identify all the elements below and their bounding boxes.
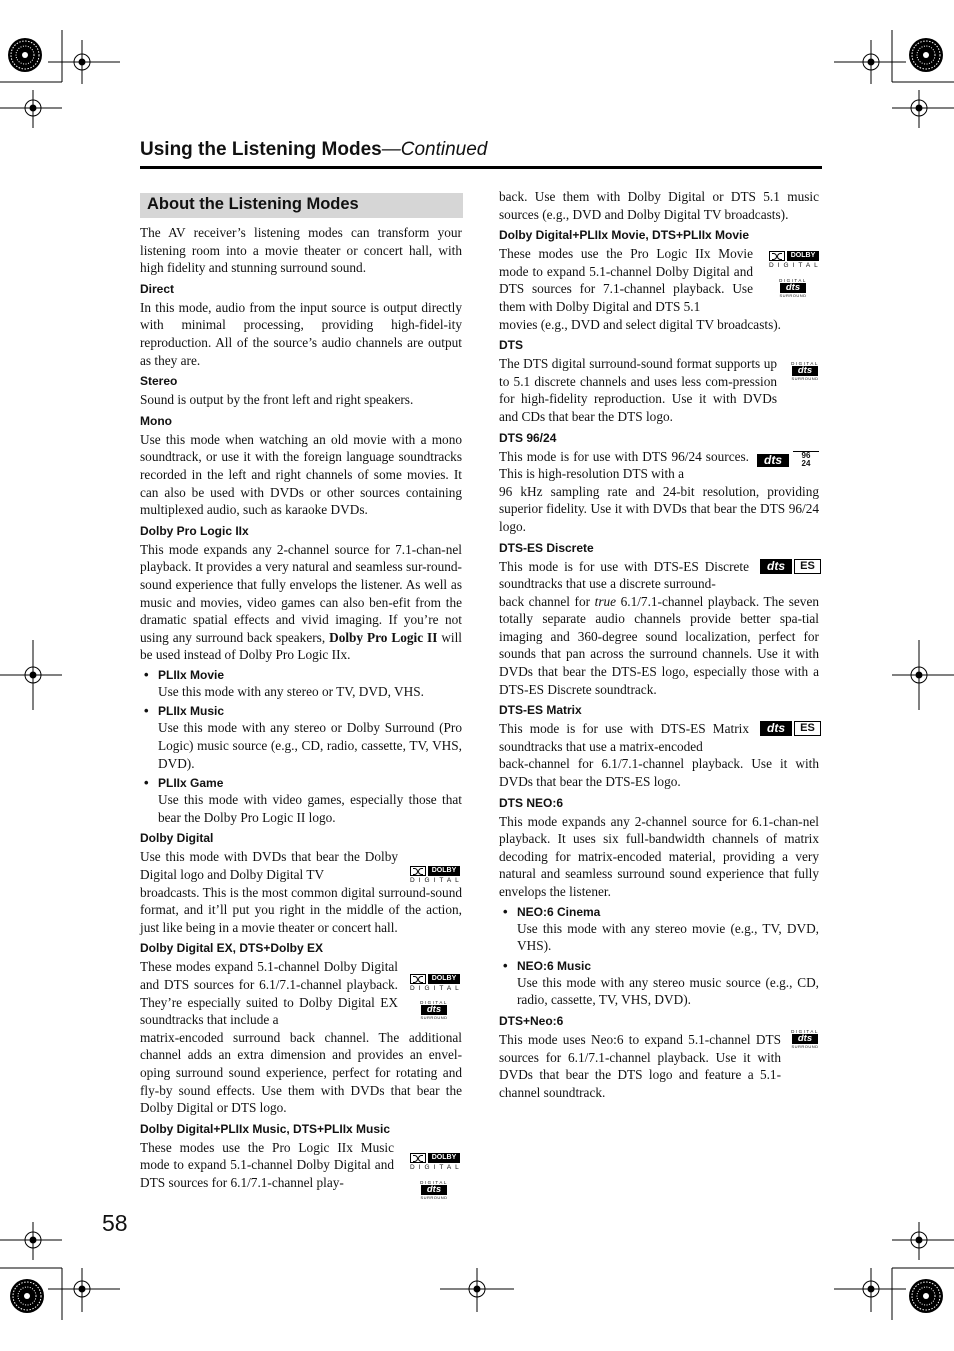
es-word: ES bbox=[794, 721, 821, 736]
paragraph-dd-pliix-music: These modes use the Pro Logic IIx Music mode to expand 5.1-channel Dolby Digital and DTS sources for 6.1/7.1-channel play- bbox=[140, 1139, 394, 1190]
bullet-text: Use this mode with any stereo movie (e.g., TV, DVD, VHS). bbox=[517, 920, 819, 954]
dts-bot: SURROUND bbox=[791, 1044, 819, 1049]
es-word: ES bbox=[794, 559, 821, 574]
esd-text-a: back channel for bbox=[499, 593, 591, 609]
paragraph-dolby-digital-ex-2: matrix-encoded surround back channel. The additional channel adds an extra dimension and provides an envel-oping surround sound experience, perfect for rotating and fly-by sound effects. Use them with DVDs that bear the Dolby Digital or DTS logo. bbox=[140, 1029, 462, 1116]
dolby-digital-logo-icon bbox=[769, 251, 822, 270]
header-title-text: Using the Listening Modes bbox=[140, 139, 382, 160]
dts-word: dts bbox=[421, 1005, 447, 1015]
paragraph-dolby-digital-2: broadcasts. This is the most common digital surround-sound format, and it’ll put you right in the middle of the action, just like being in a movie theater or concert hall. bbox=[140, 884, 462, 935]
bullet-title: • NEO:6 Cinema bbox=[499, 905, 819, 920]
dts-word: dts bbox=[792, 1034, 818, 1044]
dts-es-logo-icon bbox=[760, 558, 820, 575]
dts-bot: SURROUND bbox=[420, 1195, 448, 1200]
paragraph-dts-neo6: This mode expands any 2-channel source for 6.1-chan-nel playback. It uses six full-bandwidth channels of matrix decoding for matrix-encoded material, providing a very natural and seamless surround sound experience that fully envelops the listener. bbox=[499, 813, 819, 899]
paragraph-dts: The DTS digital surround-sound format supports up to 5.1 discrete channels and uses less com-pression for high-fidelity reproduction. Use it with DVDs and CDs that bear the DTS logo. bbox=[499, 356, 777, 424]
bullet-title: • PLIIx Movie bbox=[140, 668, 462, 683]
paragraph-stereo: Sound is output by the front left and right speakers. bbox=[140, 392, 414, 408]
section-title: About the Listening Modes bbox=[147, 195, 359, 213]
bullet-item bbox=[140, 776, 462, 826]
heading-dts-neo6-plus: DTS+Neo:6 bbox=[499, 1013, 564, 1028]
esd-true: true bbox=[594, 593, 617, 609]
dts-bot: SURROUND bbox=[791, 376, 819, 381]
dts-es-logo-icon bbox=[760, 720, 820, 737]
header-continued: —Continued bbox=[381, 139, 488, 160]
dts-word: dts bbox=[780, 283, 806, 293]
paragraph-continued: back. Use them with Dolby Digital or DTS 5.1 music sources (e.g., DVD and Dolby Digital TV broadcasts). bbox=[499, 189, 819, 222]
dolby-sub: DIGITAL bbox=[410, 985, 463, 992]
paragraph-dolby-digital-1: Use this mode with DVDs that bear the Dolby Digital logo and Dolby Digital TV bbox=[140, 849, 398, 883]
dts-bot: SURROUND bbox=[779, 293, 807, 298]
dolby-word: DOLBY bbox=[428, 866, 460, 876]
dts-word: dts bbox=[421, 1185, 447, 1195]
bullet-title: • PLIIx Game bbox=[140, 776, 462, 791]
esd-text-b: 6.1/7.1-channel playback. The seven totally separate audio channels provide better spa-tial imaging and 360-degree sound localization, perfect for sounds that pan across the surround channels. Use it with DVDs that bear the DTS-ES logo, especially those with a DTS-ES Discrete soundtrack. bbox=[499, 593, 819, 697]
dolby-word: DOLBY bbox=[787, 251, 819, 261]
heading-dolby-pro-logic: Dolby Pro Logic IIx bbox=[140, 523, 249, 538]
heading-dts: DTS bbox=[499, 338, 523, 353]
dts-top: DIGITAL bbox=[779, 278, 807, 283]
heading-dolby-digital: Dolby Digital bbox=[140, 831, 214, 846]
dts-96-24-logo-icon bbox=[757, 451, 821, 469]
bullet-item bbox=[140, 668, 462, 701]
double-d-icon bbox=[410, 1153, 426, 1163]
page-number: 58 bbox=[102, 1210, 128, 1236]
dpl-bold: Dolby Pro Logic II bbox=[329, 629, 438, 645]
dts-word: dts bbox=[792, 366, 818, 376]
paragraph-dts-es-discrete-1: This mode is for use with DTS-ES Discrete soundtracks that use a discrete surround- bbox=[499, 558, 749, 592]
dolby-digital-logo-icon bbox=[410, 1153, 463, 1172]
intro-paragraph: The AV receiver’s listening modes can transform your listening room into a movie theater or concert hall, with high fidelity and stunning surround sound. bbox=[140, 225, 462, 276]
heading-dts-es-matrix: DTS-ES Matrix bbox=[499, 703, 582, 718]
bullet-text: Use this mode with any stereo music source (e.g., CD, radio, cassette, TV, VHS, DVD). bbox=[517, 974, 819, 1008]
paragraph-dd-pliix-movie-1: These modes use the Pro Logic IIx Movie mode to expand 5.1-channel Dolby Digital and DTS sources for 7.1-channel playback. Use them with Dolby Digital and DTS 5.1 bbox=[499, 246, 753, 314]
dts-digital-surround-logo-icon bbox=[791, 361, 819, 381]
bullet-title: • PLIIx Music bbox=[140, 704, 462, 719]
paragraph-dts-es-matrix-2: back-channel for 6.1/7.1-channel playback. Use it with DVDs that bear the DTS-ES logo. bbox=[499, 756, 819, 790]
dts-word: dts bbox=[760, 721, 792, 736]
paragraph-dts-96-24-1: This mode is for use with DTS 96/24 sources. This is high-resolution DTS with a bbox=[499, 448, 749, 482]
dolby-word: DOLBY bbox=[428, 974, 460, 984]
dts-top: DIGITAL bbox=[791, 1029, 819, 1034]
num-96: 96 bbox=[801, 451, 811, 460]
double-d-icon bbox=[410, 866, 426, 876]
heading-direct: Direct bbox=[140, 281, 175, 296]
double-d-icon bbox=[410, 974, 426, 984]
dts-digital-surround-logo-icon bbox=[420, 1180, 448, 1200]
paragraph-dd-pliix-movie-2: movies (e.g., DVD and select digital TV broadcasts). bbox=[499, 316, 782, 332]
section-heading-bar bbox=[140, 193, 463, 218]
heading-dts-96-24: DTS 96/24 bbox=[499, 430, 557, 445]
paragraph-dts-96-24-2: 96 kHz sampling rate and 24-bit resolution, providing superior fidelity. Use it with DVDs that bear the DTS 96/24 logo. bbox=[499, 483, 819, 534]
bullet-item bbox=[140, 704, 462, 772]
dolby-digital-logo-icon bbox=[410, 866, 463, 885]
paragraph-dolby-pro-logic bbox=[140, 541, 462, 664]
bullet-text: Use this mode with video games, especially those that bear the Dolby Pro Logic II logo. bbox=[158, 792, 462, 825]
dts-top: DIGITAL bbox=[420, 1000, 448, 1005]
dts-96-24-number bbox=[793, 451, 819, 468]
bullet-text: Use this mode with any stereo or Dolby Surround (Pro Logic) music source (e.g., CD, radio, cassette, TV, VHS, DVD). bbox=[158, 720, 462, 771]
paragraph-dts-es-discrete-2 bbox=[499, 593, 819, 699]
dts-top: DIGITAL bbox=[420, 1180, 448, 1185]
bullet-title: • NEO:6 Music bbox=[499, 959, 819, 974]
bullet-item bbox=[499, 959, 819, 1009]
paragraph-direct: In this mode, audio from the input source is output directly with minimal processing, providing high-fidel-ity reproduction. All of the source’s audio channels are output as they are. bbox=[140, 299, 462, 368]
heading-dts-neo6: DTS NEO:6 bbox=[499, 795, 564, 810]
dolby-sub: DIGITAL bbox=[410, 1164, 463, 1171]
heading-mono: Mono bbox=[140, 413, 172, 428]
heading-dts-es-discrete: DTS-ES Discrete bbox=[499, 540, 594, 555]
dolby-digital-logo-icon bbox=[410, 974, 463, 993]
page-header-title bbox=[140, 139, 487, 161]
right-column bbox=[499, 188, 822, 1101]
heading-dd-pliix-music: Dolby Digital+PLIIx Music, DTS+PLIIx Music bbox=[140, 1121, 391, 1136]
num-24: 24 bbox=[801, 459, 811, 468]
dts-word: dts bbox=[760, 559, 792, 574]
heading-dd-pliix-movie: Dolby Digital+PLIIx Movie, DTS+PLIIx Movie bbox=[499, 228, 750, 243]
dts-word: dts bbox=[757, 454, 789, 467]
dts-digital-surround-logo-icon bbox=[779, 278, 807, 298]
heading-dolby-digital-ex: Dolby Digital EX, DTS+Dolby EX bbox=[140, 941, 324, 956]
dts-digital-surround-logo-icon bbox=[420, 1000, 448, 1020]
paragraph-dts-es-matrix-1: This mode is for use with DTS-ES Matrix soundtracks that use a matrix-encoded bbox=[499, 721, 749, 754]
heading-stereo: Stereo bbox=[140, 374, 178, 389]
paragraph-mono: Use this mode when watching an old movie with a mono soundtrack, or use it with the foreign language soundtracks recorded in the left and right channels of some movies. It can also be used with DVDs or other sources containing multiplexed audio, such as karaoke DVDs. bbox=[140, 431, 462, 518]
double-d-icon bbox=[769, 251, 785, 261]
paragraph-dts-neo6-plus: This mode uses Neo:6 to expand 5.1-channel DTS sources for 6.1/7.1-channel playback. Use it with DVDs that bear the DTS logo and feature a 5.1-channel soundtrack. bbox=[499, 1031, 781, 1100]
bullet-text: Use this mode with any stereo or TV, DVD, VHS. bbox=[158, 683, 424, 699]
dpl-text-2: will be used instead of Dolby Pro Logic IIx. bbox=[140, 629, 462, 663]
dts-bot: SURROUND bbox=[420, 1015, 448, 1020]
dts-top: DIGITAL bbox=[791, 361, 819, 366]
dolby-sub: DIGITAL bbox=[410, 877, 463, 884]
header-rule bbox=[140, 166, 822, 169]
left-column bbox=[140, 224, 462, 1192]
dolby-sub: DIGITAL bbox=[769, 262, 822, 269]
dpl-text-1: This mode expands any 2-channel source for 7.1-chan-nel playback. It provides a very natural and seamless sur-round-sound experience that fully envelops the listener. As well as music and movies, video games can also ben-efit from the dramatic spatial effects and vivid imaging. If you’re not using any surround back speakers, bbox=[140, 541, 462, 645]
bullet-item bbox=[499, 905, 819, 955]
dolby-word: DOLBY bbox=[428, 1153, 460, 1163]
dts-digital-surround-logo-icon bbox=[791, 1029, 819, 1049]
paragraph-dolby-digital-ex-1: These modes expand 5.1-channel Dolby Digital and DTS sources for 6.1/7.1-channel playback. They’re especially suited to Dolby Digital EX soundtracks that include a bbox=[140, 959, 398, 1028]
